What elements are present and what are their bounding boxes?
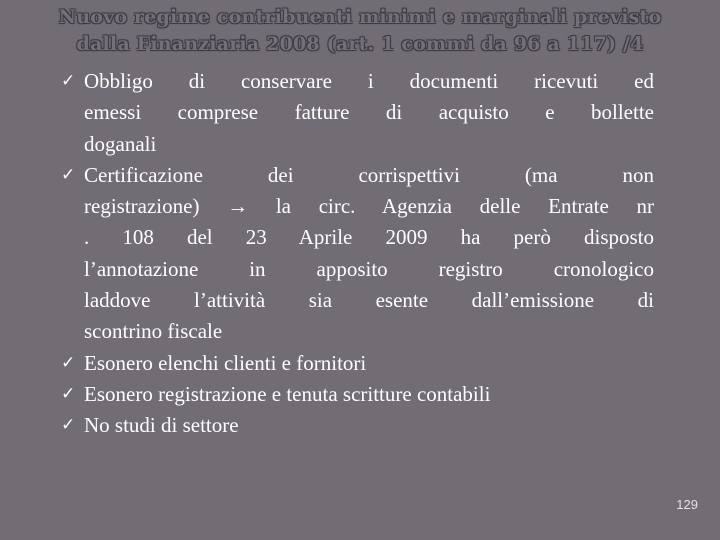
bullet-item: [60, 379, 654, 410]
bullet-line: Obbligo di conservare i documenti ricevuti ed: [84, 69, 654, 93]
page-number: 129: [676, 497, 698, 512]
bullet-line: Certificazione dei corrispettivi (ma non: [84, 162, 654, 187]
bullet-item: [60, 410, 654, 441]
checkmark-icon: ✓: [61, 71, 76, 91]
bullet-item: [60, 160, 654, 348]
bullet-list: [60, 66, 654, 442]
slide-title: [40, 4, 680, 58]
checkmark-icon: ✓: [61, 383, 76, 404]
bullet-line: registrazione) → la circ. Agenzia delle Entrate nr: [84, 194, 654, 219]
bullet-line: Esonero registrazione e tenuta scritture contabili: [84, 381, 491, 406]
slide-title-line: dalla Finanziaria 2008 (art. 1 commi da 96 a 117) /4: [76, 33, 644, 55]
bullet-line: No studi di settore: [84, 413, 239, 438]
checkmark-icon: ✓: [61, 352, 76, 373]
bullet-line: l’annotazione in apposito registro cronologico: [84, 256, 654, 281]
bullet-line: laddove l’attività sia esente dall’emissione di: [84, 288, 654, 313]
bullet-item: [60, 66, 654, 160]
bullet-item: [60, 348, 654, 379]
bullet-line: emessi comprese fatture di acquisto e bollette: [84, 100, 654, 125]
bullet-line: scontrino fiscale: [84, 319, 223, 344]
bullet-line: Esonero elenchi clienti e fornitori: [84, 350, 367, 375]
checkmark-icon: ✓: [61, 415, 76, 436]
checkmark-icon: ✓: [61, 164, 76, 185]
slide-title-line: Nuovo regime contribuenti minimi e marginali previsto: [58, 6, 662, 28]
bullet-line: doganali: [84, 131, 157, 156]
bullet-line: . 108 del 23 Aprile 2009 ha però disposto: [84, 225, 654, 250]
